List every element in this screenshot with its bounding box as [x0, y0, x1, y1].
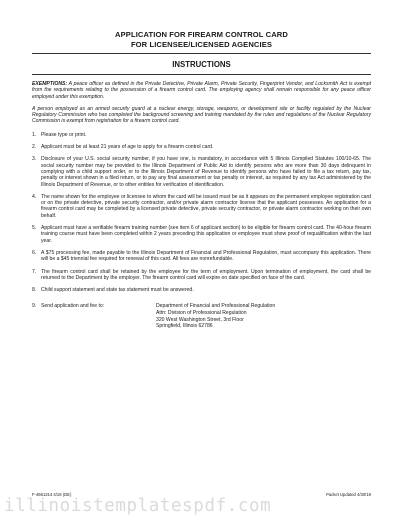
send-label: Send application and fee to: [41, 303, 105, 310]
list-item [32, 144, 371, 150]
item-number: 4. [32, 193, 37, 200]
nuclear-exemption-paragraph: A person employed as an armed security guard at a nuclear energy, storage, weapons, or development site or facility regulated by the Nuclear Regulatory Commission who has completed the background screening and training mandated by the rules and regulations of the Nuclear Regulatory Commission is exempt from registration for a firearm control card. [32, 105, 371, 125]
list-item [32, 225, 371, 244]
list-item [32, 250, 371, 263]
site-watermark: illinoistemplatespdf.com [4, 496, 272, 516]
list-item [32, 156, 371, 187]
item-text: Applicant must have a verifiable firearm training number (see item 6 of applicant section) to be eligible for firearm control card. The 40-hour firearm training course must have been completed within 2 years preceding this application or employee must show proof of requalification within the last year. [41, 225, 371, 244]
list-item [32, 132, 371, 138]
item-number: 3. [32, 156, 37, 163]
instructions-heading: INSTRUCTIONS [172, 60, 231, 69]
item-text: Please type or print. [41, 131, 87, 138]
exemptions-text: A peace officer as defined in the Private Detective, Private Alarm, Private Security, Fingerprint Vendor, and Locksmith Act is exempt from the requirements relating to the possession of a firearm control card. The employing agency shall remain responsible for any peace officer employed under this exemption. [32, 81, 371, 100]
instruction-list [32, 132, 371, 294]
item-number: 2. [32, 144, 37, 151]
form-title-line2: FOR LICENSEE/LICENSED AGENCIES [130, 40, 273, 49]
item-text: Disclosure of your U.S. social security number, if you have one, is mandatory, in accordance with 5 Illinois Compiled Statutes 100/10-65. The social security number may be provided to the Illinois Department of Public Aid to identify persons who are more than 30 days delinquent in complying with a child support order, or to the Illinois Department of Revenue to identify persons who have failed to file a tax return, pay tax, penalty or interest shown in a filed return, or to pay any final assessment or tax penalty or interest, as required by any tax Act administered by the Illinois Department of Revenue, or to other entities for verification of identification. [41, 156, 371, 188]
item-number: 5. [32, 225, 37, 232]
address-line: Springfield, Illinois 62786 [156, 323, 213, 330]
form-number: F-4661314 4/19 (DE) [32, 492, 72, 497]
item-text: Child support statement and state tax statement must be answered. [41, 287, 194, 294]
address-line: Attn: Division of Professional Regulation [156, 310, 247, 317]
exemptions-label: EXEMPTIONS: [32, 81, 68, 87]
item-number: 7. [32, 268, 37, 275]
item-number: 8. [32, 287, 37, 294]
list-item [32, 287, 371, 293]
item-number: 9. [32, 303, 37, 310]
item-number: 1. [32, 131, 37, 138]
form-title-line1: APPLICATION FOR FIREARM CONTROL CARD [115, 30, 288, 39]
packet-updated: Packet Updated 4/30/19 [326, 492, 371, 497]
title-divider [32, 53, 371, 54]
instructions-divider [32, 74, 371, 75]
mailing-instructions [32, 303, 371, 329]
exemptions-paragraph [32, 81, 371, 100]
list-item [32, 269, 371, 282]
address-line: Department of Financial and Professional Regulation [156, 303, 276, 310]
mailing-address [156, 303, 371, 329]
list-item [32, 194, 371, 219]
item-text: The firearm control card shall be retained by the employee for the term of employment. Upon termination of employment, the card shall be returned to the Department by the employer. The firearm control card will expire on date specified on face of the card. [41, 268, 371, 281]
item-text: A $75 processing fee, made payable to the Illinois Department of Financial and Professional Regulation, must accompany this application. There will be a $45 triennial fee required for renewal of this card. All fees are nonrefundable. [41, 249, 371, 263]
address-line: 320 West Washington Street, 3rd Floor [156, 316, 244, 323]
item-text: Applicant must be at least 21 years of age to apply for a firearm control card. [41, 144, 214, 151]
item-text: The name shown for the employee or licensee to whom the card will be issued must be as it appears on the permanent employee registration card or on the private detective, private security contractor, and/or private alarm contractor license that the applicant possesses. An application for a firearm control card may be completed by a licensed private detective, private security contractor, or private alarm contractor working on their own behalf. [41, 193, 371, 219]
item-number: 6. [32, 249, 37, 256]
